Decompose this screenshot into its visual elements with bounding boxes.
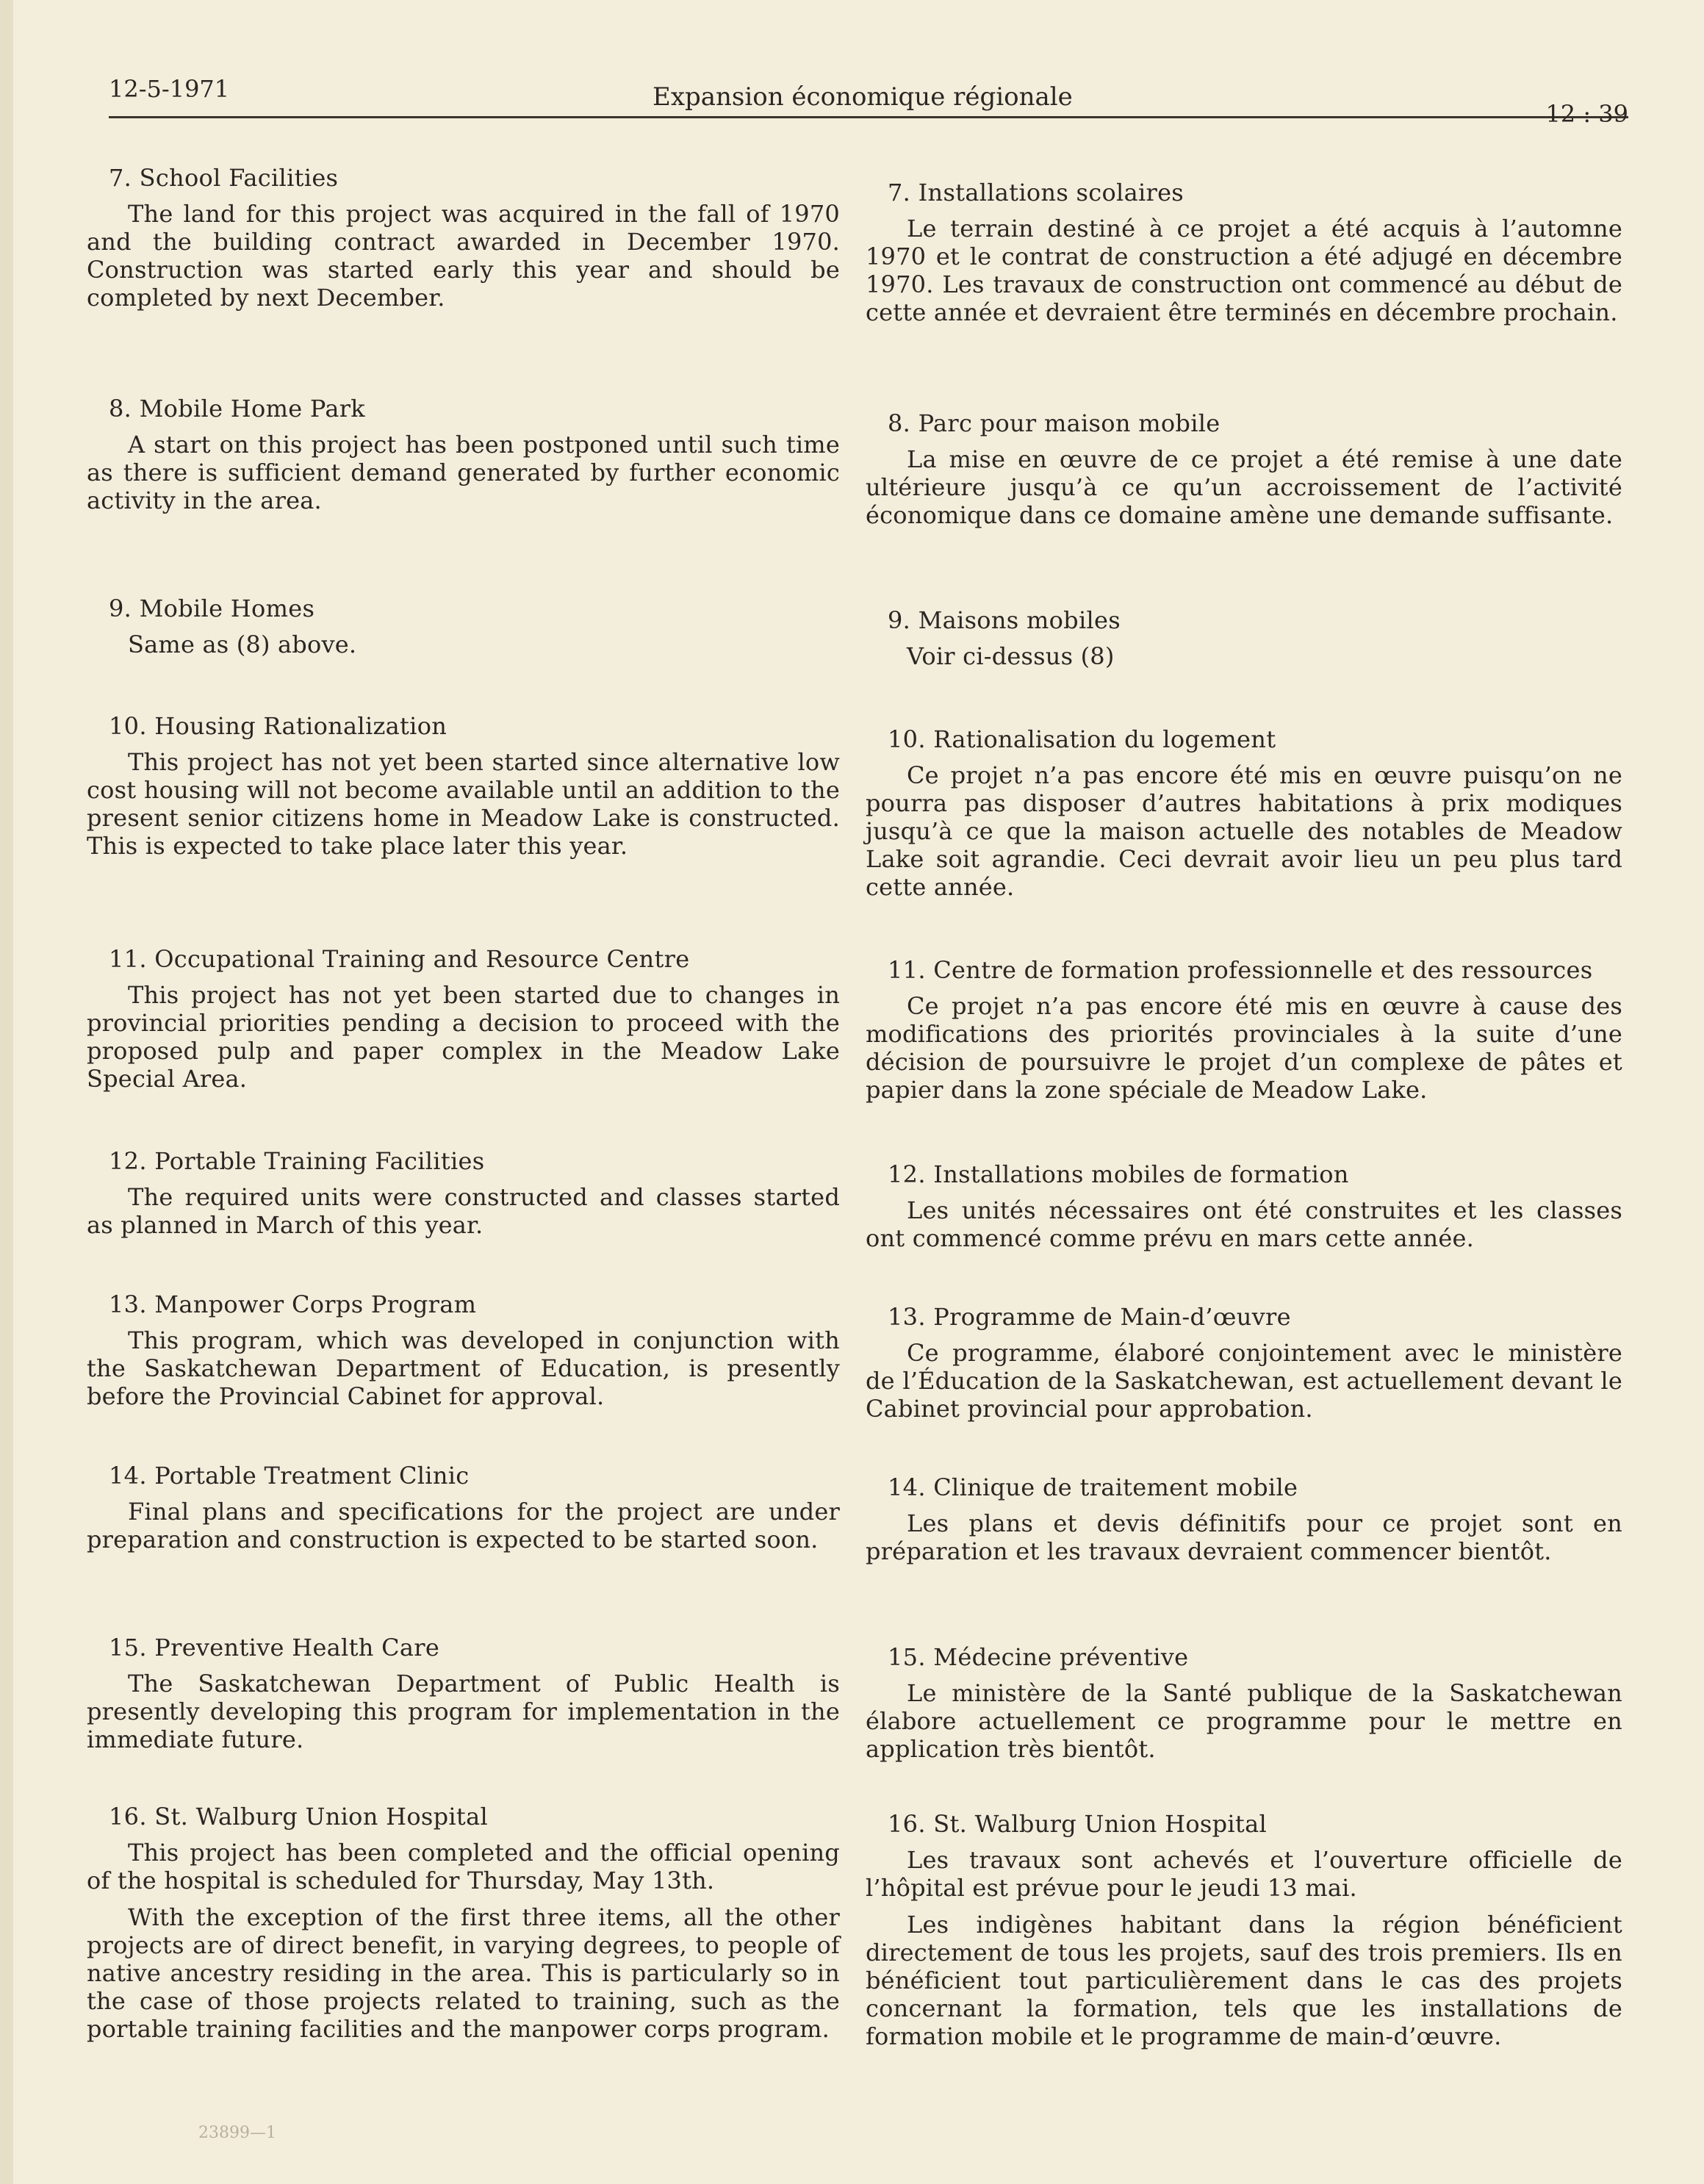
section-fr-15 [866, 1642, 1622, 1772]
section-heading: 7. Installations scolaires [888, 179, 1184, 206]
section-en-8 [87, 394, 840, 523]
section-fr-12 [866, 1160, 1622, 1261]
section-paragraph: Les travaux sont achevés et l’ouverture officielle de l’hôpital est prévue pour le jeudi 13 mai. [866, 1846, 1622, 1902]
section-en-11 [87, 944, 840, 1102]
page-number: 12 : 39 [1545, 100, 1628, 128]
section-en-7 [87, 163, 840, 320]
section-fr-10 [866, 725, 1622, 910]
section-paragraph: This program, which was developed in conjunction with the Saskatchewan Department of Education, is presently before the Provincial Cabinet for approval. [87, 1326, 840, 1410]
section-en-12 [87, 1146, 840, 1248]
section-en-10 [87, 711, 840, 869]
header-date: 12-5-1971 [109, 75, 230, 103]
section-paragraph: With the exception of the first three items, all the other projects are of direct benefit, in varying degrees, to people of native ancestry residing in the area. This is particularly so in the case of those projects related to training, such as the portable training facilities and the manpower corps program. [87, 1903, 840, 2043]
page-edge [0, 0, 13, 2184]
section-en-16 [87, 1802, 840, 2052]
section-heading: 8. Parc pour maison mobile [888, 409, 1221, 437]
section-heading: 11. Occupational Training and Resource Centre [109, 945, 690, 973]
section-paragraph: Ce programme, élaboré conjointement avec le ministère de l’Éducation de la Saskatchewan, est actuellement devant le Cabinet provincial pour approbation. [866, 1339, 1622, 1423]
section-heading: 8. Mobile Home Park [109, 395, 365, 423]
section-paragraph: A start on this project has been postponed until such time as there is sufficient demand generated by further economic activity in the area. [87, 431, 840, 514]
section-heading: 13. Manpower Corps Program [109, 1290, 477, 1318]
section-heading: 9. Maisons mobiles [888, 606, 1121, 634]
section-heading: 14. Portable Treatment Clinic [109, 1462, 470, 1490]
section-fr-8 [866, 409, 1622, 538]
section-heading: 12. Installations mobiles de formation [888, 1160, 1349, 1188]
section-paragraph: The land for this project was acquired in the fall of 1970 and the building contract awarded in December 1970. Construction was started early this year and should be completed by next December. [87, 200, 840, 312]
section-paragraph: This project has not yet been started due to changes in provincial priorities pending a decision to proceed with the proposed pulp and paper complex in the Meadow Lake Special Area. [87, 981, 840, 1093]
section-paragraph: This project has been completed and the official opening of the hospital is scheduled for Thursday, May 13th. [87, 1839, 840, 1894]
section-heading: 10. Housing Rationalization [109, 712, 447, 740]
section-paragraph: Voir ci-dessus (8) [907, 642, 1115, 670]
section-fr-11 [866, 955, 1622, 1113]
section-paragraph: Les indigènes habitant dans la région bénéficient directement de tous les projets, sauf des trois premiers. Ils en bénéficient tout particulièrement dans le cas des projets concernant la formation, tels que les installations de formation mobile et le programme de main-d’œuvre. [866, 1911, 1622, 2050]
section-paragraph: Ce projet n’a pas encore été mis en œuvre à cause des modifications des priorités provinciales à la suite d’une décision de poursuivre le projet d’un complexe de pâtes et papier dans la zone spéciale de Meadow Lake. [866, 992, 1622, 1104]
section-fr-9 [866, 606, 1622, 679]
section-paragraph: The Saskatchewan Department of Public Health is presently developing this program for implementation in the immediate future. [87, 1670, 840, 1753]
section-fr-7 [866, 178, 1622, 335]
section-paragraph: La mise en œuvre de ce projet a été remise à une date ultérieure jusqu’à ce qu’un accroissement de l’activité économique dans ce domaine amène une demande suffisante. [866, 445, 1622, 529]
section-heading: 13. Programme de Main-d’œuvre [888, 1303, 1291, 1331]
section-paragraph: Final plans and specifications for the project are under preparation and construction is expected to be started soon. [87, 1498, 840, 1553]
section-en-9 [87, 594, 840, 667]
section-en-13 [87, 1290, 840, 1419]
section-paragraph: Ce projet n’a pas encore été mis en œuvre puisqu’on ne pourra pas disposer d’autres habitations à prix modiques jusqu’à ce que la maison actuelle des notables de Meadow Lake soit agrandie. Ceci devrait avoir lieu un peu plus tard cette année. [866, 761, 1622, 901]
section-paragraph: Les plans et devis définitifs pour ce projet sont en préparation et les travaux devraient commencer bientôt. [866, 1509, 1622, 1565]
section-heading: 15. Médecine préventive [888, 1643, 1189, 1671]
section-fr-14 [866, 1473, 1622, 1574]
section-heading: 7. School Facilities [109, 164, 339, 192]
section-heading: 9. Mobile Homes [109, 595, 315, 622]
section-paragraph: Le terrain destiné à ce projet a été acquis à l’automne 1970 et le contrat de construction a été adjugé en décembre 1970. Les travaux de construction ont commencé au début de cette année et devraient être terminés en décembre prochain. [866, 215, 1622, 326]
section-heading: 15. Preventive Health Care [109, 1634, 440, 1662]
section-heading: 11. Centre de formation professionnelle et des ressources [888, 956, 1593, 984]
section-fr-16 [866, 1809, 1622, 2059]
section-heading: 16. St. Walburg Union Hospital [888, 1810, 1267, 1838]
section-heading: 16. St. Walburg Union Hospital [109, 1803, 488, 1831]
header-title: Expansion économique régionale [653, 82, 1073, 112]
section-paragraph: The required units were constructed and classes started as planned in March of this year. [87, 1183, 840, 1239]
section-heading: 10. Rationalisation du logement [888, 725, 1276, 753]
section-heading: 14. Clinique de traitement mobile [888, 1473, 1298, 1501]
running-header [109, 72, 1628, 128]
section-en-14 [87, 1461, 840, 1562]
section-fr-13 [866, 1302, 1622, 1432]
footer-print-mark: 23899—1 [198, 2124, 276, 2142]
section-en-15 [87, 1633, 840, 1762]
section-paragraph: Les unités nécessaires ont été construites et les classes ont commencé comme prévu en mars cette année. [866, 1196, 1622, 1252]
section-paragraph: Same as (8) above. [128, 631, 357, 658]
section-heading: 12. Portable Training Facilities [109, 1147, 485, 1175]
section-paragraph: Le ministère de la Santé publique de la Saskatchewan élabore actuellement ce programme pour le mettre en application très bientôt. [866, 1679, 1622, 1763]
section-paragraph: This project has not yet been started since alternative low cost housing will not become available until an addition to the present senior citizens home in Meadow Lake is constructed. This is expected to take place later this year. [87, 748, 840, 860]
